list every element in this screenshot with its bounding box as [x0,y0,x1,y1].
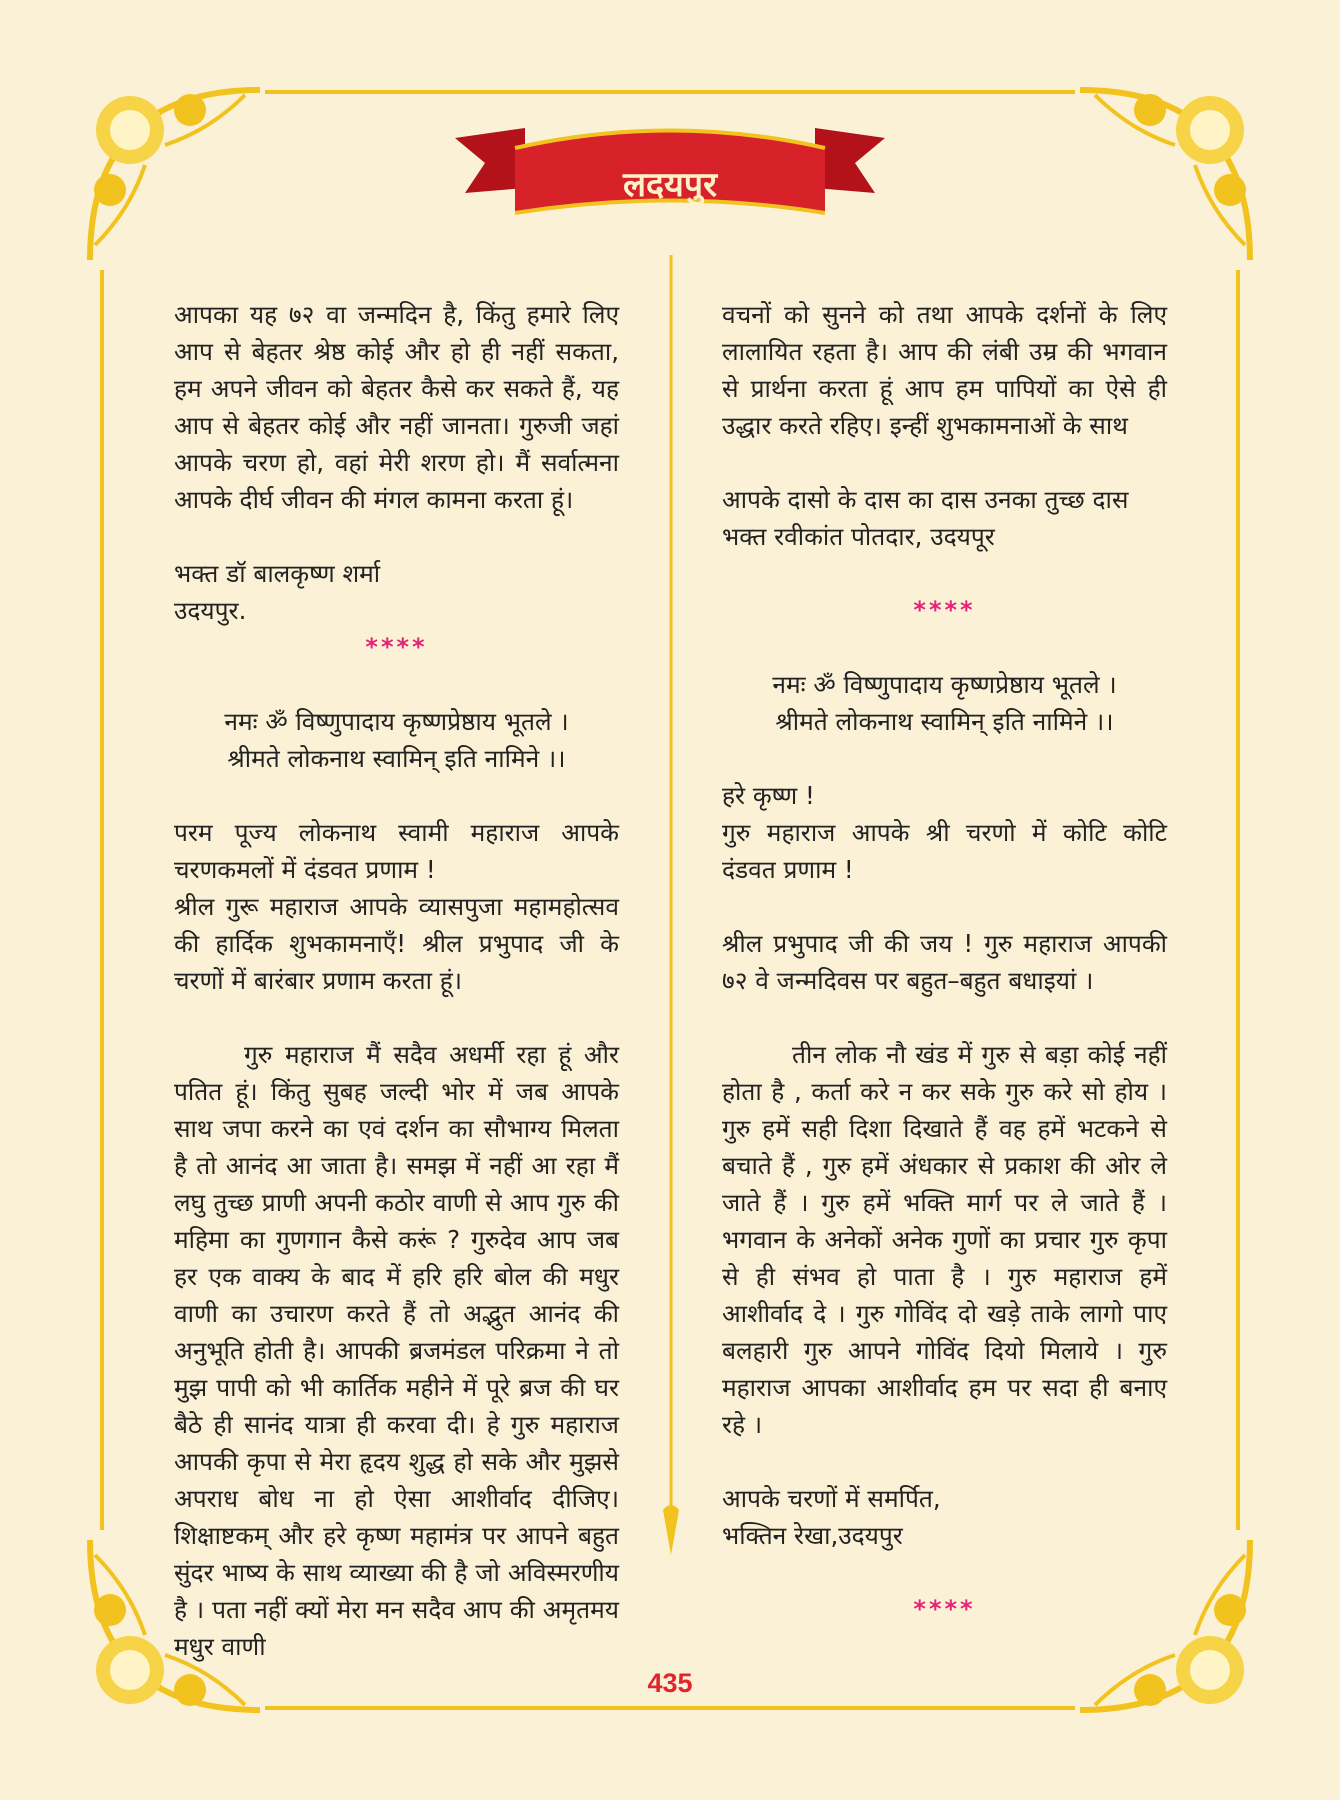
paragraph [722,814,1167,888]
paragraph-gap [722,740,1167,777]
text-line: तीन लोक नौ खंड में गुरु से बड़ा कोई नहीं होता है , कर्ता करे न कर सके गुरु करे सो होय । गुरु हमें सही दिशा दिखाते हैं वह हमें भटकने से बचाते हैं , गुरु हमें अंधकार से प्रकाश की ओर ले जाते हैं । गुरु हमें भक्ति मार्ग पर ले जाते हैं । भगवान के अनेकों अनेक गुणों का प्रचार गुरु कृपा से ही संभव हो पाता है । गुरु महाराज हमें आशीर्वाद दे । गुरु गोविंद दो खड़े ताके लागो पाए बलहारी गुरु आपने गोविंद दियो मिलाये । गुरु महाराज आपका आशीर्वाद हम पर सदा ही बनाए रहे । [722,1040,1167,1439]
text-line: गुरु महाराज मैं सदैव अधर्मी रहा हूं और पतित हूं। किंतु सुबह जल्दी भोर में जब आपके साथ जपा करने का एवं दर्शन का सौभाग्य मिलता है तो आनंद आ जाता है। समझ में नहीं आ रहा मैं लघु तुच्छ प्राणी अपनी कठोर वाणी से आप गुरु की महिमा का गुणगान कैसे करूं ? गुरुदेव आप जब हर एक वाक्य के बाद में हरि हरि बोल की मधुर वाणी का उचारण करते हैं तो अद्भुत आनंद की अनुभूति होती है। आपकी ब्रजमंडल परिक्रमा ने तो मुझ पापी को भी कार्तिक महीने में पूरे ब्रज की घर बैठे ही सानंद यात्रा ही करवा दी। हे गुरु महाराज आपकी कृपा से मेरा हृदय शुद्ध हो सके और मुझसे अपराध बोध ना हो ऐसा आशीर्वाद दीजिए। शिक्षाष्टकम् और हरे कृष्ण महामंत्र पर आपने बहुत सुंदर भाष्य के साथ व्याख्या की है जो अविस्मरणीय है । पता नहीं क्यों मेरा मन सदैव आप की अमृतमय मधुर वाणी [174,1040,619,1661]
section-separator-stars: **** [913,1595,976,1623]
section-separator-stars: **** [365,633,428,661]
verse-block [722,666,1167,740]
paragraph-gap [722,888,1167,925]
page-title: लदयपुर [622,165,718,205]
paragraph [722,1480,1167,1554]
ornament-corner-top-left [70,70,280,280]
paragraph-gap [722,1443,1167,1480]
text-line: नमः ॐ विष्णुपादाय कृष्णप्रेष्ठाय भूतले । [224,707,569,736]
text-line: हरे कृष्ण ! [722,781,815,810]
frame-right-line [1236,270,1240,1530]
paragraph [174,1036,619,1665]
frame-top-line [265,90,1075,94]
right-column [722,296,1167,1628]
paragraph [722,1036,1167,1443]
paragraph-gap [722,444,1167,481]
text-line: श्रील गुरू महाराज आपके व्यासपुजा महामहोत्सव की हार्दिक शुभकामनाएँ! श्रील प्रभुपाद जी के चरणों में बारंबार प्रणाम करता हूं। [174,892,619,995]
left-column [174,296,619,1665]
paragraph-gap [174,999,619,1036]
frame-left-line [100,270,104,1530]
text-line: भक्तिन रेखा,उदयपुर [722,1521,903,1550]
paragraph-gap [722,555,1167,592]
paragraph [174,296,619,518]
paragraph-gap [174,666,619,703]
paragraph-gap [722,1554,1167,1591]
text-line: आपके दासो के दास का दास उनका तुच्छ दास [722,485,1129,514]
section-separator-stars: **** [913,596,976,624]
paragraph [174,555,619,629]
paragraph-gap [722,999,1167,1036]
text-line: वचनों को सुनने को तथा आपके दर्शनों के लिए लालायित रहता है। आप की लंबी उम्र की भगवान से प्रार्थना करता हूं आप हम पापियों का ऐसे ही उद्धार करते रहिए। इन्हीं शुभकामनाओं के साथ [722,300,1167,440]
text-line: नमः ॐ विष्णुपादाय कृष्णप्रेष्ठाय भूतले । [772,670,1117,699]
page-number: 435 [647,1668,693,1698]
paragraph [722,777,1167,814]
paragraph-gap [174,777,619,814]
verse-block [174,703,619,777]
paragraph [174,888,619,999]
text-line: श्रील प्रभुपाद जी की जय ! गुरु महाराज आपकी ७२ वे जन्मदिवस पर बहुत–बहुत बधाइयां । [722,929,1167,995]
ornament-corner-top-right [1060,70,1270,280]
text-line: श्रीमते लोकनाथ स्वामिन् इति नामिने ।। [227,744,566,773]
text-line: आपके चरणों में समर्पित, [722,1484,941,1513]
paragraph [722,925,1167,999]
paragraph [722,296,1167,444]
paragraph-gap [722,629,1167,666]
paragraph [722,481,1167,555]
frame-bottom-line [265,1706,1075,1710]
text-line: उदयपुर. [174,596,247,625]
text-line: परम पूज्य लोकनाथ स्वामी महाराज आपके चरणकमलों में दंडवत प्रणाम ! [174,818,619,884]
paragraph-gap [174,518,619,555]
center-divider [663,255,679,1555]
paragraph [174,814,619,888]
text-line: आपका यह ७२ वा जन्मदिन है, किंतु हमारे लिए आप से बेहतर श्रेष्ठ कोई और हो ही नहीं सकता, हम अपने जीवन को बेहतर कैसे कर सकते हैं, यह आप से बेहतर कोई और नहीं जानता। गुरुजी जहां आपके चरण हो, वहां मेरी शरण हो। मैं सर्वात्मना आपके दीर्घ जीवन की मंगल कामना करता हूं। [174,300,619,514]
text-line: भक्त रवीकांत पोतदार, उदयपूर [722,522,995,551]
text-line: गुरु महाराज आपके श्री चरणो में कोटि कोटि दंडवत प्रणाम ! [722,818,1167,884]
text-line: श्रीमते लोकनाथ स्वामिन् इति नामिने ।। [775,707,1114,736]
text-line: भक्त डॉ बालकृष्ण शर्मा [174,559,381,588]
